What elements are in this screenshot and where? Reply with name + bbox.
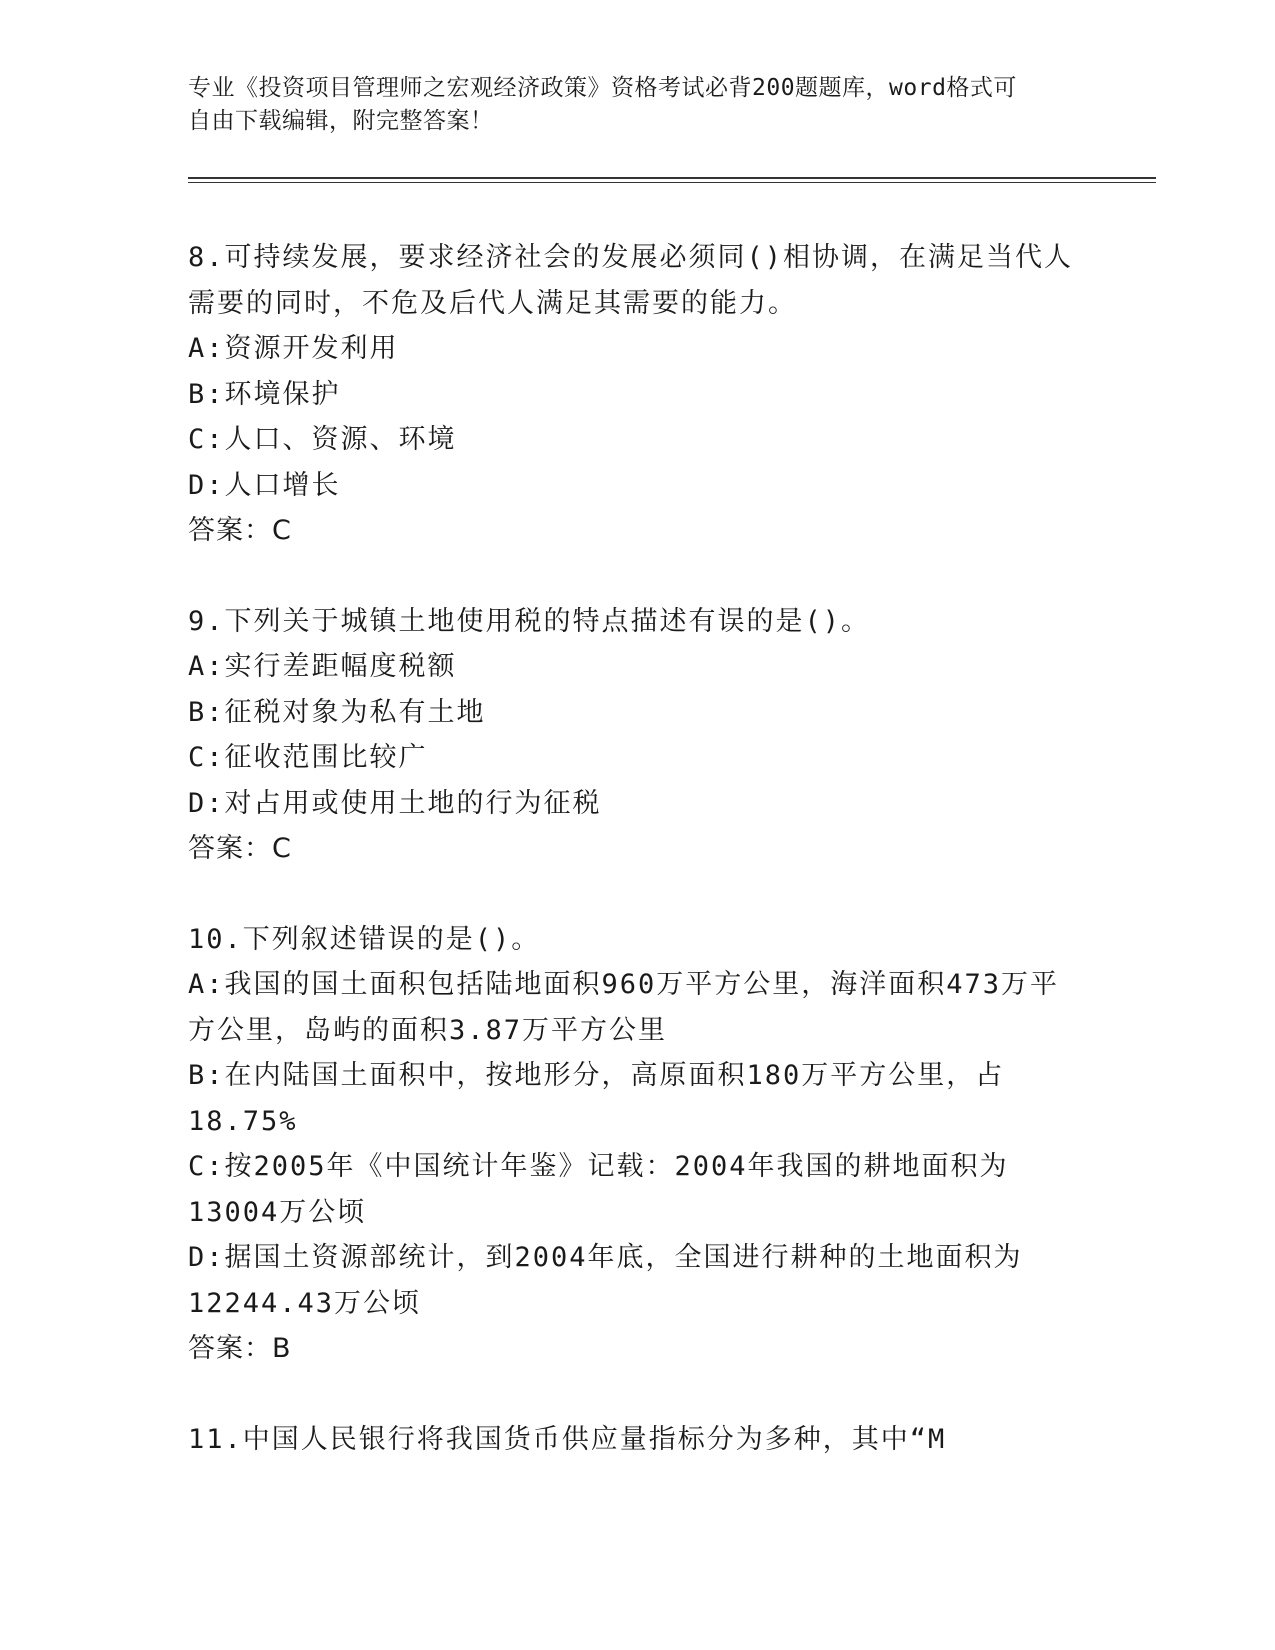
option-d: D:人口增长 [188, 469, 341, 501]
option-b: B:征税对象为私有土地 [188, 696, 486, 728]
question-10 [188, 917, 1088, 1372]
question-8 [188, 235, 1088, 554]
option-b: B:环境保护 [188, 378, 341, 410]
question-list [188, 235, 1088, 1507]
option-a: A:实行差距幅度税额 [188, 651, 457, 682]
answer: 答案：C [188, 833, 292, 864]
option-c: C:征收范围比较广 [188, 742, 428, 773]
question-9 [188, 599, 1088, 872]
question-stem: 10.下列叙述错误的是()。 [188, 923, 541, 955]
answer: 答案：B [188, 1333, 292, 1364]
option-c: C:按2005年《中国统计年鉴》记载：2004年我国的耕地面积为13004万公顷 [188, 1151, 1009, 1228]
header-rule-bottom [188, 182, 1156, 183]
option-b: B:在内陆国土面积中，按地形分，高原面积180万平方公里，占18.75% [188, 1060, 1005, 1137]
header-line-1: 专业《投资项目管理师之宏观经济政策》资格考试必背200题题库，word格式可 [188, 75, 1017, 101]
answer: 答案：C [188, 515, 292, 546]
document-header [188, 72, 1088, 138]
option-d: D:对占用或使用土地的行为征税 [188, 787, 602, 819]
option-a: A:资源开发利用 [188, 333, 399, 364]
question-stem: 11.中国人民银行将我国货币供应量指标分为多种，其中“M [188, 1423, 947, 1455]
question-stem: 9.下列关于城镇土地使用税的特点描述有误的是()。 [188, 605, 871, 637]
option-a: A:我国的国土面积包括陆地面积960万平方公里，海洋面积473万平方公里，岛屿的面积3.87万平方公里 [188, 969, 1060, 1046]
header-rule-top [188, 177, 1156, 179]
question-stem: 8.可持续发展，要求经济社会的发展必须同()相协调，在满足当代人需要的同时，不危及后代人满足其需要的能力。 [188, 242, 1074, 319]
option-c: C:人口、资源、环境 [188, 424, 457, 455]
option-d: D:据国土资源部统计，到2004年底，全国进行耕种的土地面积为12244.43万公顷 [188, 1242, 1023, 1319]
question-11 [188, 1417, 1088, 1463]
header-line-2: 自由下载编辑，附完整答案！ [188, 108, 494, 134]
